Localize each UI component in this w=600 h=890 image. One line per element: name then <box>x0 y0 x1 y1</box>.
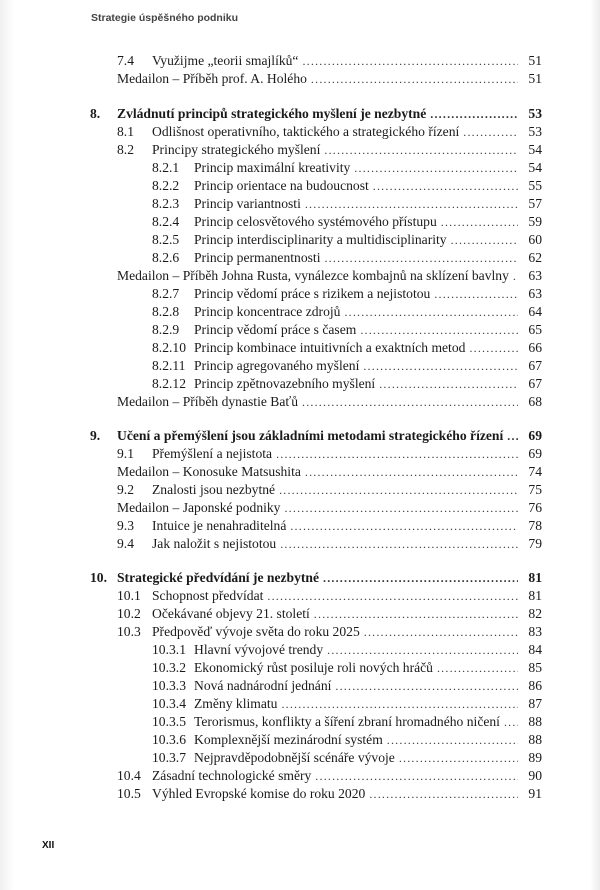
toc-section-entry[interactable] <box>0 587 600 605</box>
dot-leader <box>504 713 518 731</box>
toc-entry-page-number: 64 <box>528 304 542 319</box>
dot-leader <box>463 123 518 141</box>
toc-entry-number: 7.4 <box>117 53 134 68</box>
toc-entry-title: Hlavní vývojové trendy <box>194 642 324 657</box>
toc-entry-number: 8.2.2 <box>152 178 180 193</box>
toc-entry-page-number: 55 <box>528 178 542 193</box>
toc-entry-title: Princip celosvětového systémového přístupu <box>194 214 437 229</box>
dot-leader <box>281 695 518 713</box>
toc-section-entry[interactable] <box>0 517 600 535</box>
toc-entry-title: Princip variantnosti <box>194 196 301 211</box>
toc-entry-page-number: 84 <box>528 642 542 657</box>
toc-entry-page-number: 75 <box>528 482 542 497</box>
toc-section-entry[interactable] <box>0 285 600 303</box>
toc-entry-page-number: 53 <box>528 106 542 121</box>
toc-section-entry[interactable] <box>0 159 600 177</box>
toc-entry-title: Princip koncentrace zdrojů <box>194 304 341 319</box>
toc-entry-page-number: 83 <box>528 624 542 639</box>
toc-entry-title: Ekonomický růst posiluje roli nových hráčů <box>194 660 433 675</box>
toc-entry-title: Odlišnost operativního, taktického a strategického řízení <box>152 124 460 139</box>
dot-leader <box>324 141 518 159</box>
toc-section-entry[interactable] <box>0 535 600 553</box>
dot-leader <box>323 569 518 587</box>
toc-entry-title: Medailon – Příběh Johna Rusta, vynálezce kombajnů na sklízení bavlny <box>117 268 509 283</box>
dot-leader <box>364 623 518 641</box>
toc-section-entry[interactable] <box>0 339 600 357</box>
dot-leader <box>279 481 518 499</box>
dot-leader <box>354 159 518 177</box>
toc-entry-page-number: 57 <box>528 196 542 211</box>
toc-entry-page-number: 90 <box>528 768 542 783</box>
toc-entry-page-number: 63 <box>528 286 542 301</box>
toc-entry-title: Schopnost předvídat <box>152 588 264 603</box>
toc-entry-title: Strategické předvídání je nezbytné <box>117 570 319 585</box>
toc-entry-number: 8.2.5 <box>152 232 180 247</box>
toc-entry-title: Medailon – Příběh dynastie Baťů <box>117 394 298 409</box>
toc-entry-title: Medailon – Příběh prof. A. Holého <box>117 71 307 86</box>
dot-leader <box>311 70 518 88</box>
dot-leader <box>302 52 518 70</box>
toc-section-entry[interactable] <box>0 481 600 499</box>
toc-entry-number: 9.3 <box>117 518 134 533</box>
toc-medallion-entry[interactable] <box>0 499 600 517</box>
toc-section-entry[interactable] <box>0 375 600 393</box>
toc-entry-title: Princip maximální kreativity <box>194 160 351 175</box>
toc-entry-number: 8.2.4 <box>152 214 180 229</box>
toc-entry-title: Medailon – Konosuke Matsushita <box>117 464 301 479</box>
dot-leader <box>280 535 518 553</box>
toc-entry-title: Předpověď vývoje světa do roku 2025 <box>152 624 360 639</box>
toc-entry-title: Princip permanentnosti <box>194 250 321 265</box>
toc-entry-title: Principy strategického myšlení <box>152 142 321 157</box>
toc-entry-number: 8.2.3 <box>152 196 180 211</box>
toc-section-entry[interactable] <box>0 695 600 713</box>
toc-entry-page-number: 67 <box>528 358 542 373</box>
toc-entry-page-number: 69 <box>528 428 542 443</box>
toc-entry-title: Výhled Evropské komise do roku 2020 <box>152 786 366 801</box>
dot-leader <box>344 303 518 321</box>
toc-entry-number: 8.2.9 <box>152 322 180 337</box>
toc-entry-page-number: 79 <box>528 536 542 551</box>
page-number-folio: XII <box>42 840 55 851</box>
dot-leader <box>314 605 518 623</box>
toc-entry-title: Jak naložit s nejistotou <box>152 536 277 551</box>
toc-entry-number: 8.2.11 <box>152 358 186 373</box>
toc-entry-title: Princip interdisciplinarity a multidisciplinarity <box>194 232 447 247</box>
toc-chapter-entry[interactable] <box>0 427 600 445</box>
dot-leader <box>373 177 518 195</box>
toc-entry-page-number: 78 <box>528 518 542 533</box>
dot-leader <box>327 641 518 659</box>
dot-leader <box>513 267 518 285</box>
toc-entry-number: 8.1 <box>117 124 134 139</box>
dot-leader <box>324 249 518 267</box>
toc-entry-page-number: 88 <box>528 732 542 747</box>
toc-entry-title: Terorismus, konflikty a šíření zbraní hromadného ničení <box>194 714 500 729</box>
toc-entry-number: 10.4 <box>117 768 141 783</box>
toc-entry-title: Přemýšlení a nejistota <box>152 446 273 461</box>
toc-entry-page-number: 81 <box>528 570 542 585</box>
toc-section-entry[interactable] <box>0 123 600 141</box>
toc-entry-number: 10.3.1 <box>152 642 186 657</box>
toc-section-entry[interactable] <box>0 321 600 339</box>
toc-entry-number: 10.3.3 <box>152 678 186 693</box>
toc-entry-page-number: 82 <box>528 606 542 621</box>
dot-leader <box>441 213 518 231</box>
toc-entry-page-number: 91 <box>528 786 542 801</box>
dot-leader <box>379 375 518 393</box>
toc-entry-page-number: 63 <box>528 268 542 283</box>
toc-entry-number: 8.2.6 <box>152 250 180 265</box>
toc-section-entry[interactable] <box>0 731 600 749</box>
toc-entry-number: 10.3.7 <box>152 750 186 765</box>
dot-leader <box>451 231 518 249</box>
toc-medallion-entry[interactable] <box>0 267 600 285</box>
toc-entry-title: Princip agregovaného myšlení <box>194 358 360 373</box>
toc-section-entry[interactable] <box>0 767 600 785</box>
dot-leader <box>434 285 518 303</box>
dot-leader <box>387 731 518 749</box>
toc-entry-title: Nejpravděpodobnější scénáře vývoje <box>194 750 395 765</box>
toc-entry-number: 10.2 <box>117 606 141 621</box>
toc-section-entry[interactable] <box>0 677 600 695</box>
dot-leader <box>437 659 518 677</box>
dot-leader <box>284 499 518 517</box>
toc-entry-number: 8.2.7 <box>152 286 180 301</box>
toc-entry-number: 8.2.1 <box>152 160 180 175</box>
dot-leader <box>267 587 518 605</box>
dot-leader <box>363 357 518 375</box>
dot-leader <box>305 195 518 213</box>
toc-section-entry[interactable] <box>0 445 600 463</box>
toc-section-entry[interactable] <box>0 213 600 231</box>
toc-entry-page-number: 67 <box>528 376 542 391</box>
toc-entry-number: 8.2.12 <box>152 376 186 391</box>
toc-entry-page-number: 54 <box>528 160 542 175</box>
toc-entry-page-number: 66 <box>528 340 542 355</box>
toc-entry-title: Komplexnější mezinárodní systém <box>194 732 383 747</box>
toc-entry-page-number: 69 <box>528 446 542 461</box>
toc-section-entry[interactable] <box>0 52 600 70</box>
toc-section-entry[interactable] <box>0 785 600 803</box>
toc-entry-title: Znalosti jsou nezbytné <box>152 482 276 497</box>
toc-entry-title: Zásadní technologické směry <box>152 768 312 783</box>
toc-entry-page-number: 68 <box>528 394 542 409</box>
toc-entry-page-number: 51 <box>528 53 542 68</box>
toc-entry-number: 10.3.4 <box>152 696 186 711</box>
toc-entry-title: Princip vědomí práce s rizikem a nejistotou <box>194 286 431 301</box>
toc-section-entry[interactable] <box>0 231 600 249</box>
running-head: Strategie úspěšného podniku <box>91 12 239 24</box>
toc-section-entry[interactable] <box>0 357 600 375</box>
toc-section-entry[interactable] <box>0 195 600 213</box>
toc-section-entry[interactable] <box>0 623 600 641</box>
toc-entry-page-number: 51 <box>528 71 542 86</box>
toc-entry-page-number: 88 <box>528 714 542 729</box>
toc-entry-number: 10.3.2 <box>152 660 186 675</box>
toc-entry-title: Změny klimatu <box>194 696 278 711</box>
toc-entry-number: 10.5 <box>117 786 141 801</box>
toc-entry-number: 8.2.8 <box>152 304 180 319</box>
toc-medallion-entry[interactable] <box>0 393 600 411</box>
dot-leader <box>276 445 518 463</box>
toc-entry-title: Princip vědomí práce s časem <box>194 322 357 337</box>
toc-entry-page-number: 53 <box>528 124 542 139</box>
toc-section-entry[interactable] <box>0 177 600 195</box>
toc-entry-page-number: 86 <box>528 678 542 693</box>
toc-entry-number: 10.3 <box>117 624 141 639</box>
toc-entry-page-number: 81 <box>528 588 542 603</box>
dot-leader <box>399 749 518 767</box>
toc-medallion-entry[interactable] <box>0 70 600 88</box>
toc-entry-page-number: 59 <box>528 214 542 229</box>
toc-chapter-entry[interactable] <box>0 105 600 123</box>
toc-entry-title: Princip zpětnovazebního myšlení <box>194 376 376 391</box>
toc-entry-title: Princip orientace na budoucnost <box>194 178 369 193</box>
dot-leader <box>302 393 518 411</box>
toc-section-entry[interactable] <box>0 641 600 659</box>
toc-section-entry[interactable] <box>0 749 600 767</box>
toc-entry-page-number: 74 <box>528 464 542 479</box>
toc-entry-title: Využijme „teorii smajlíků“ <box>152 53 299 68</box>
toc-entry-number: 9. <box>90 428 101 443</box>
toc-entry-number: 10. <box>90 570 107 585</box>
dot-leader <box>469 339 518 357</box>
toc-entry-number: 9.4 <box>117 536 134 551</box>
toc-entry-page-number: 60 <box>528 232 542 247</box>
dot-leader <box>369 785 518 803</box>
toc-entry-page-number: 65 <box>528 322 542 337</box>
toc-entry-page-number: 54 <box>528 142 542 157</box>
toc-entry-title: Medailon – Japonské podniky <box>117 500 281 515</box>
dot-leader <box>335 677 518 695</box>
toc-section-entry[interactable] <box>0 659 600 677</box>
toc-entry-title: Princip kombinace intuitivních a exaktních metod <box>194 340 466 355</box>
toc-section-entry[interactable] <box>0 605 600 623</box>
dot-leader <box>305 463 518 481</box>
toc-entry-number: 8.2.10 <box>152 340 186 355</box>
toc-entry-page-number: 62 <box>528 250 542 265</box>
dot-leader <box>430 105 518 123</box>
toc-entry-title: Nová nadnárodní jednání <box>194 678 332 693</box>
dot-leader <box>360 321 518 339</box>
toc-entry-number: 10.3.6 <box>152 732 186 747</box>
toc-entry-number: 9.1 <box>117 446 134 461</box>
toc-chapter-entry[interactable] <box>0 569 600 587</box>
toc-section-entry[interactable] <box>0 141 600 159</box>
dot-leader <box>507 427 518 445</box>
toc-entry-number: 10.3.5 <box>152 714 186 729</box>
toc-entry-number: 10.1 <box>117 588 141 603</box>
toc-section-entry[interactable] <box>0 303 600 321</box>
toc-section-entry[interactable] <box>0 249 600 267</box>
toc-entry-number: 8. <box>90 106 101 121</box>
toc-entry-page-number: 89 <box>528 750 542 765</box>
toc-entry-title: Zvládnutí principů strategického myšlení je nezbytné <box>117 106 427 121</box>
toc-entry-title: Intuice je nenahraditelná <box>152 518 287 533</box>
toc-entry-title: Očekávané objevy 21. století <box>152 606 310 621</box>
toc-entry-number: 8.2 <box>117 142 134 157</box>
toc-medallion-entry[interactable] <box>0 463 600 481</box>
toc-entry-number: 9.2 <box>117 482 134 497</box>
toc-entry-page-number: 85 <box>528 660 542 675</box>
toc-entry-page-number: 76 <box>528 500 542 515</box>
toc-entry-page-number: 87 <box>528 696 542 711</box>
dot-leader <box>315 767 518 785</box>
toc-section-entry[interactable] <box>0 713 600 731</box>
toc-entry-title: Učení a přemýšlení jsou základními metodami strategického řízení <box>117 428 504 443</box>
dot-leader <box>290 517 518 535</box>
